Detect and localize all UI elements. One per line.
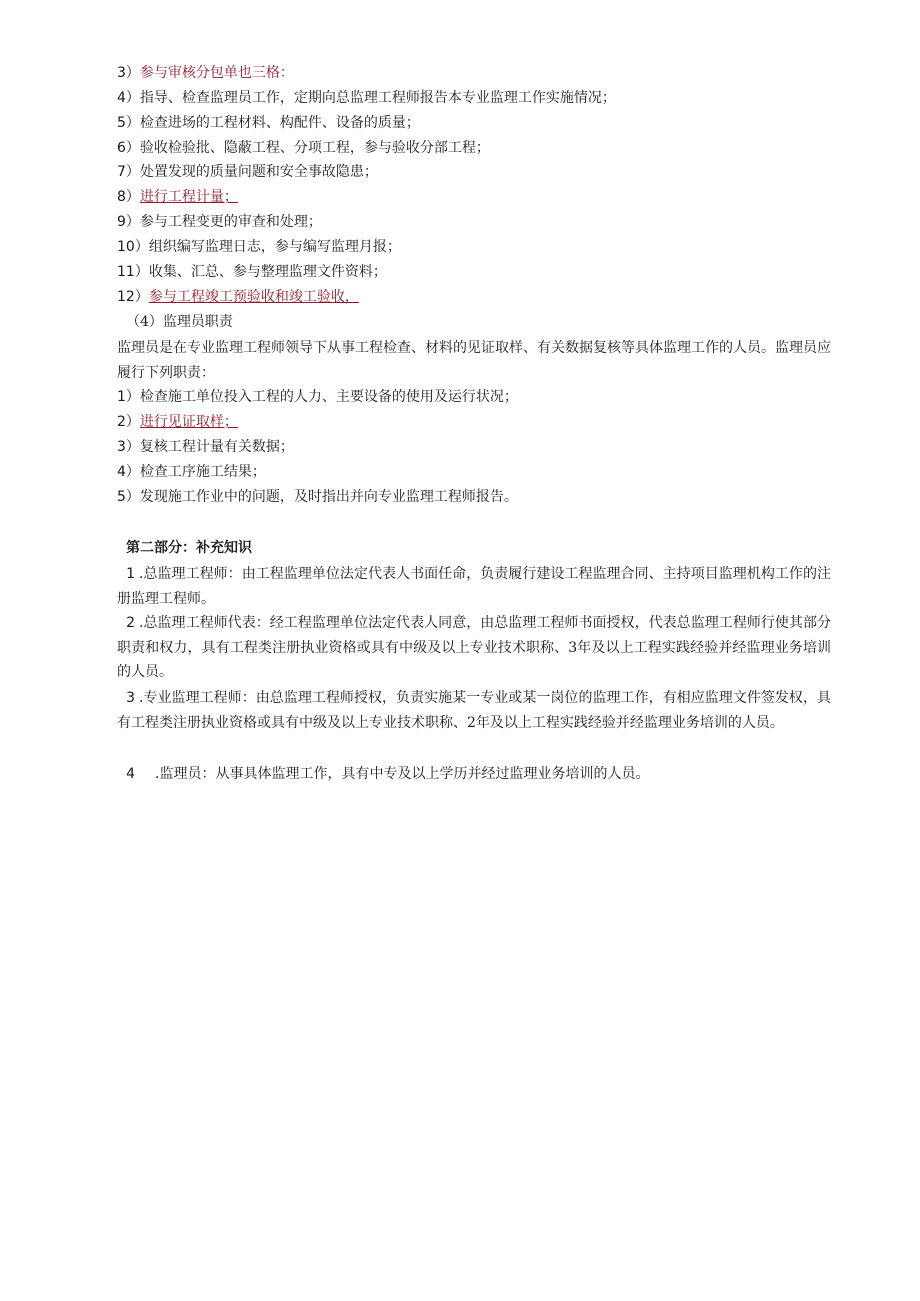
duty-number: 9） bbox=[117, 214, 140, 230]
duty-item bbox=[117, 287, 359, 307]
duty-number: 11） bbox=[117, 264, 149, 280]
duty-item bbox=[117, 237, 401, 257]
duty-text: 参与审核分包单也三格： bbox=[139, 65, 294, 81]
duty-number: 7） bbox=[117, 164, 140, 180]
item-number: 3 bbox=[126, 690, 135, 706]
inspector-duty-item bbox=[117, 387, 518, 407]
duty-text: 检查工序施工结果； bbox=[139, 464, 266, 480]
item-number: 2 bbox=[126, 615, 135, 631]
section-heading: （4）监理员职责 bbox=[126, 314, 233, 330]
duty-item bbox=[117, 88, 616, 108]
item-text: .总监理工程师代表：经工程监理单位法定代表人同意，由总监理工程师书面授权，代表总监理工程师行使其部分职责和权力，具有工程类注册执业资格或具有中级及以上专业技术职称、3年及以上工程实践经验并经监理业务培训的人员。 bbox=[117, 615, 831, 680]
duty-item bbox=[117, 63, 294, 83]
item-text: .专业监理工程师：由总监理工程师授权，负责实施某一专业或某一岗位的监理工作，有相应监理文件签发权，具有工程类注册执业资格或具有中级及以上专业技术职称、2年及以上工程实践经验并经监理业务培训的人员。 bbox=[117, 690, 831, 731]
duty-item bbox=[117, 138, 490, 158]
duty-number: 3） bbox=[117, 65, 140, 81]
duty-text: 参与工程变更的审查和处理； bbox=[139, 214, 322, 230]
duty-item bbox=[117, 113, 420, 133]
knowledge-item bbox=[117, 611, 831, 685]
duty-text: 收集、汇总、参与整理监理文件资料； bbox=[148, 264, 387, 280]
duty-item bbox=[117, 262, 387, 282]
duty-text: 发现施工作业中的问题，及时指出并向专业监理工程师报告。 bbox=[139, 489, 518, 505]
duty-text: 进行工程计量； bbox=[139, 189, 238, 205]
duty-text: 验收检验批、隐蔽工程、分项工程，参与验收分部工程； bbox=[139, 140, 490, 156]
duty-number: 1） bbox=[117, 389, 140, 405]
duty-number: 8） bbox=[117, 189, 140, 205]
duty-text: 复核工程计量有关数据； bbox=[139, 439, 294, 455]
knowledge-item bbox=[117, 562, 831, 611]
duty-text: 指导、检查监理员工作，定期向总监理工程师报告本专业监理工作实施情况； bbox=[139, 90, 616, 106]
intro-paragraph: 监理员是在专业监理工程师领导下从事工程检查、材料的见证取样、有关数据复核等具体监理工作的人员。监理员应履行下列职责： bbox=[117, 340, 831, 381]
duty-number: 2） bbox=[117, 414, 140, 430]
inspector-duty-item bbox=[117, 462, 266, 482]
knowledge-item bbox=[117, 686, 831, 735]
part-two-heading: 第二部分：补充知识 bbox=[126, 540, 252, 556]
duty-text: 处置发现的质量问题和安全事故隐患； bbox=[139, 164, 378, 180]
item-number: 1 bbox=[126, 566, 135, 582]
duty-number: 6） bbox=[117, 140, 140, 156]
duty-text: 进行见证取样； bbox=[139, 414, 238, 430]
item-number: 4 bbox=[126, 766, 135, 782]
duty-number: 3） bbox=[117, 439, 140, 455]
duty-text: 检查进场的工程材料、构配件、设备的质量； bbox=[139, 115, 420, 131]
item-text: .总监理工程师：由工程监理单位法定代表人书面任命，负责履行建设工程监理合同、主持项目监理机构工作的注册监理工程师。 bbox=[117, 566, 831, 607]
inspector-duty-item bbox=[117, 437, 294, 457]
duty-item bbox=[117, 162, 378, 182]
duty-item bbox=[117, 212, 322, 232]
duty-text: 参与工程竣工预验收和竣工验收， bbox=[148, 289, 359, 305]
duty-number: 4） bbox=[117, 464, 140, 480]
inspector-duty-item bbox=[117, 412, 238, 432]
duty-number: 5） bbox=[117, 489, 140, 505]
duty-item bbox=[117, 187, 238, 207]
item-text: .监理员：从事具体监理工作，具有中专及以上学历并经过监理业务培训的人员。 bbox=[155, 766, 650, 782]
duty-number: 5） bbox=[117, 115, 140, 131]
duty-text: 检查施工单位投入工程的人力、主要设备的使用及运行状况； bbox=[139, 389, 518, 405]
inspector-duty-item bbox=[117, 487, 518, 507]
duty-number: 12） bbox=[117, 289, 149, 305]
duty-number: 10） bbox=[117, 239, 149, 255]
knowledge-item bbox=[117, 762, 831, 787]
duty-number: 4） bbox=[117, 90, 140, 106]
duty-text: 组织编写监理日志，参与编写监理月报； bbox=[148, 239, 401, 255]
